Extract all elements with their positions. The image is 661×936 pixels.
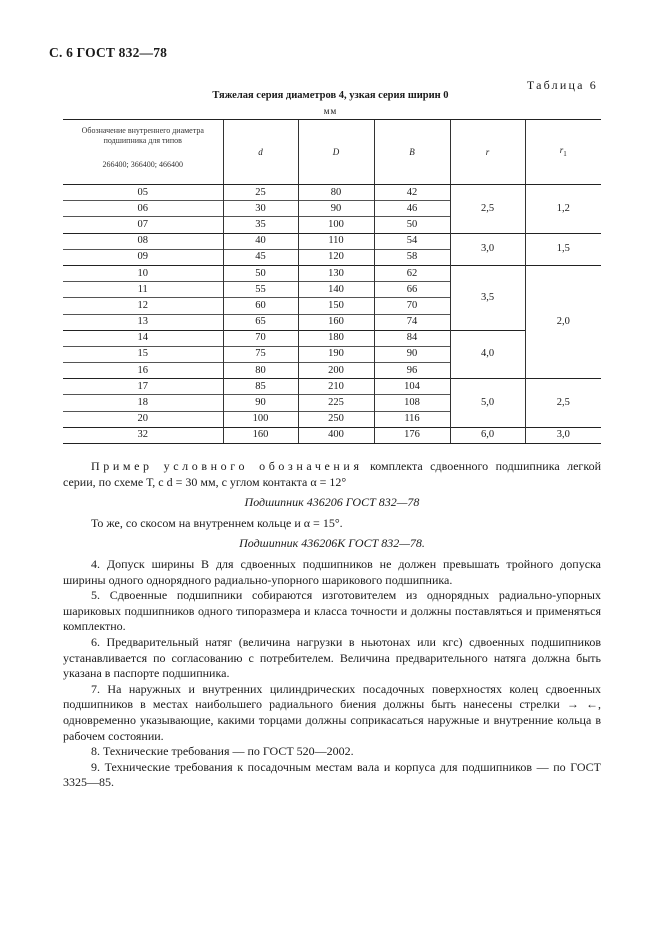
paragraph-4: 4. Допуск ширины B для сдвоенных подшипников не должен превышать тройного допуска ширины одного однорядного радиально-упорного шарикового подшипника. [63,556,601,587]
example-text: комплекта сдвоенного подшипника легкой серии, по схеме Т, с d = 30 мм, с углом контакта α = 12° [63,459,601,489]
cell-D: 150 [298,298,374,314]
cell-r1: 1,5 [525,233,601,265]
cell-code: 16 [63,363,223,379]
cell-B: 50 [374,217,450,233]
cell-r: 3,5 [450,265,525,330]
cell-d: 75 [223,346,298,362]
cell-code: 15 [63,346,223,362]
cell-D: 140 [298,282,374,298]
cell-code: 13 [63,314,223,330]
cell-d: 35 [223,217,298,233]
bearing-dimensions-table [63,119,601,444]
cell-d: 25 [223,185,298,201]
cell-B: 176 [374,427,450,443]
paragraph-7: 7. На наружных и внутренних цилиндрических посадочных поверхностях колец сдвоенных подшипников в местах наибольшего радиального биения должны быть нанесены стрелки → ←, одновременно указывающие, какими торцами должны соприкасаться наружные и внутренние кольца в рабочем состоянии. [63,681,601,743]
cell-r1: 2,5 [525,379,601,428]
cell-B: 104 [374,379,450,395]
cell-B: 108 [374,395,450,411]
designation-example-2: Подшипник 436206К ГОСТ 832—78. [239,536,425,551]
cell-d: 65 [223,314,298,330]
cell-d: 85 [223,379,298,395]
cell-B: 66 [374,282,450,298]
header-designation [63,120,223,185]
same-with-chamfer: То же, со скосом на внутреннем кольце и α = 15°. [91,515,343,530]
cell-D: 250 [298,411,374,427]
cell-d: 90 [223,395,298,411]
table-row [63,265,601,281]
cell-D: 100 [298,217,374,233]
paragraph-9: 9. Технические требования к посадочным местам вала и корпуса для подшипников — по ГОСТ 3325—85. [63,759,601,790]
header-designation-line2: подшипника для типов [103,136,182,145]
cell-D: 120 [298,249,374,265]
cell-D: 190 [298,346,374,362]
cell-D: 180 [298,330,374,346]
cell-r: 6,0 [450,427,525,443]
cell-d: 50 [223,265,298,281]
header-designation-types: 266400; 366400; 466400 [102,160,183,169]
cell-d: 45 [223,249,298,265]
cell-B: 42 [374,185,450,201]
cell-code: 17 [63,379,223,395]
table-row [63,233,601,249]
header-B: B [374,120,450,185]
paragraph-6: 6. Предварительный натяг (величина нагрузки в ньютонах или кгс) сдвоенных подшипников устанавливается по согласованию с потребителем. Величина предварительного натяга должна быть указана в паспорте подшипника. [63,634,601,681]
header-d: d [223,120,298,185]
table-row [63,330,601,346]
cell-code: 06 [63,201,223,217]
cell-B: 90 [374,346,450,362]
cell-D: 225 [298,395,374,411]
cell-r1: 2,0 [525,265,601,378]
cell-B: 74 [374,314,450,330]
cell-D: 160 [298,314,374,330]
cell-r: 5,0 [450,379,525,428]
cell-B: 46 [374,201,450,217]
cell-code: 32 [63,427,223,443]
header-r: r [450,120,525,185]
header-r1: $r_1$ [525,120,601,185]
table-label: Таблица 6 [526,78,598,92]
cell-B: 54 [374,233,450,249]
header-designation-line1: Обозначение внутреннего диаметра [81,126,204,135]
page-header: С. 6 ГОСТ 832—78 [49,45,168,60]
cell-code: 14 [63,330,223,346]
cell-code: 18 [63,395,223,411]
table-row [63,185,601,201]
body-text [63,459,601,791]
paragraph-5: 5. Сдвоенные подшипники собираются изготовителем из однорядных радиально-упорных шариковых подшипников одного типоразмера и класса точности и должны поставляться и применяться комплектно. [63,588,601,634]
example-heading: Пример условного обозначения [91,459,363,473]
table-unit: мм [323,106,338,116]
cell-D: 210 [298,379,374,395]
cell-r: 4,0 [450,330,525,379]
cell-code: 12 [63,298,223,314]
cell-r1: 3,0 [525,427,601,443]
cell-code: 08 [63,233,223,249]
cell-B: 62 [374,265,450,281]
cell-d: 80 [223,363,298,379]
cell-r: 3,0 [450,233,525,265]
cell-code: 07 [63,217,223,233]
cell-B: 96 [374,363,450,379]
cell-B: 70 [374,298,450,314]
cell-B: 58 [374,249,450,265]
table-title: Тяжелая серия диаметров 4, узкая серия ширин 0 [212,90,449,101]
cell-code: 05 [137,186,148,198]
cell-d: 30 [223,201,298,217]
designation-example-1: Подшипник 436206 ГОСТ 832—78 [244,495,420,510]
cell-D: 130 [298,265,374,281]
header-D: D [298,120,374,185]
cell-code: 20 [63,411,223,427]
table-row [63,427,601,443]
cell-d: 160 [223,427,298,443]
cell-r: 2,5 [450,185,525,234]
cell-D: 80 [298,185,374,201]
cell-d: 40 [223,233,298,249]
table-row [63,379,601,395]
paragraph-8: 8. Технические требования — по ГОСТ 520—2002. [91,744,354,759]
cell-d: 70 [223,330,298,346]
cell-D: 400 [298,427,374,443]
cell-D: 90 [298,201,374,217]
cell-d: 60 [223,298,298,314]
cell-D: 110 [298,233,374,249]
cell-r1: 1,2 [525,185,601,234]
cell-code: 11 [63,282,223,298]
cell-code: 10 [63,265,223,281]
example-paragraph [63,459,601,490]
cell-d: 100 [223,411,298,427]
cell-D: 200 [298,363,374,379]
cell-d: 55 [223,282,298,298]
cell-B: 84 [374,330,450,346]
cell-B: 116 [374,411,450,427]
cell-code: 09 [63,249,223,265]
